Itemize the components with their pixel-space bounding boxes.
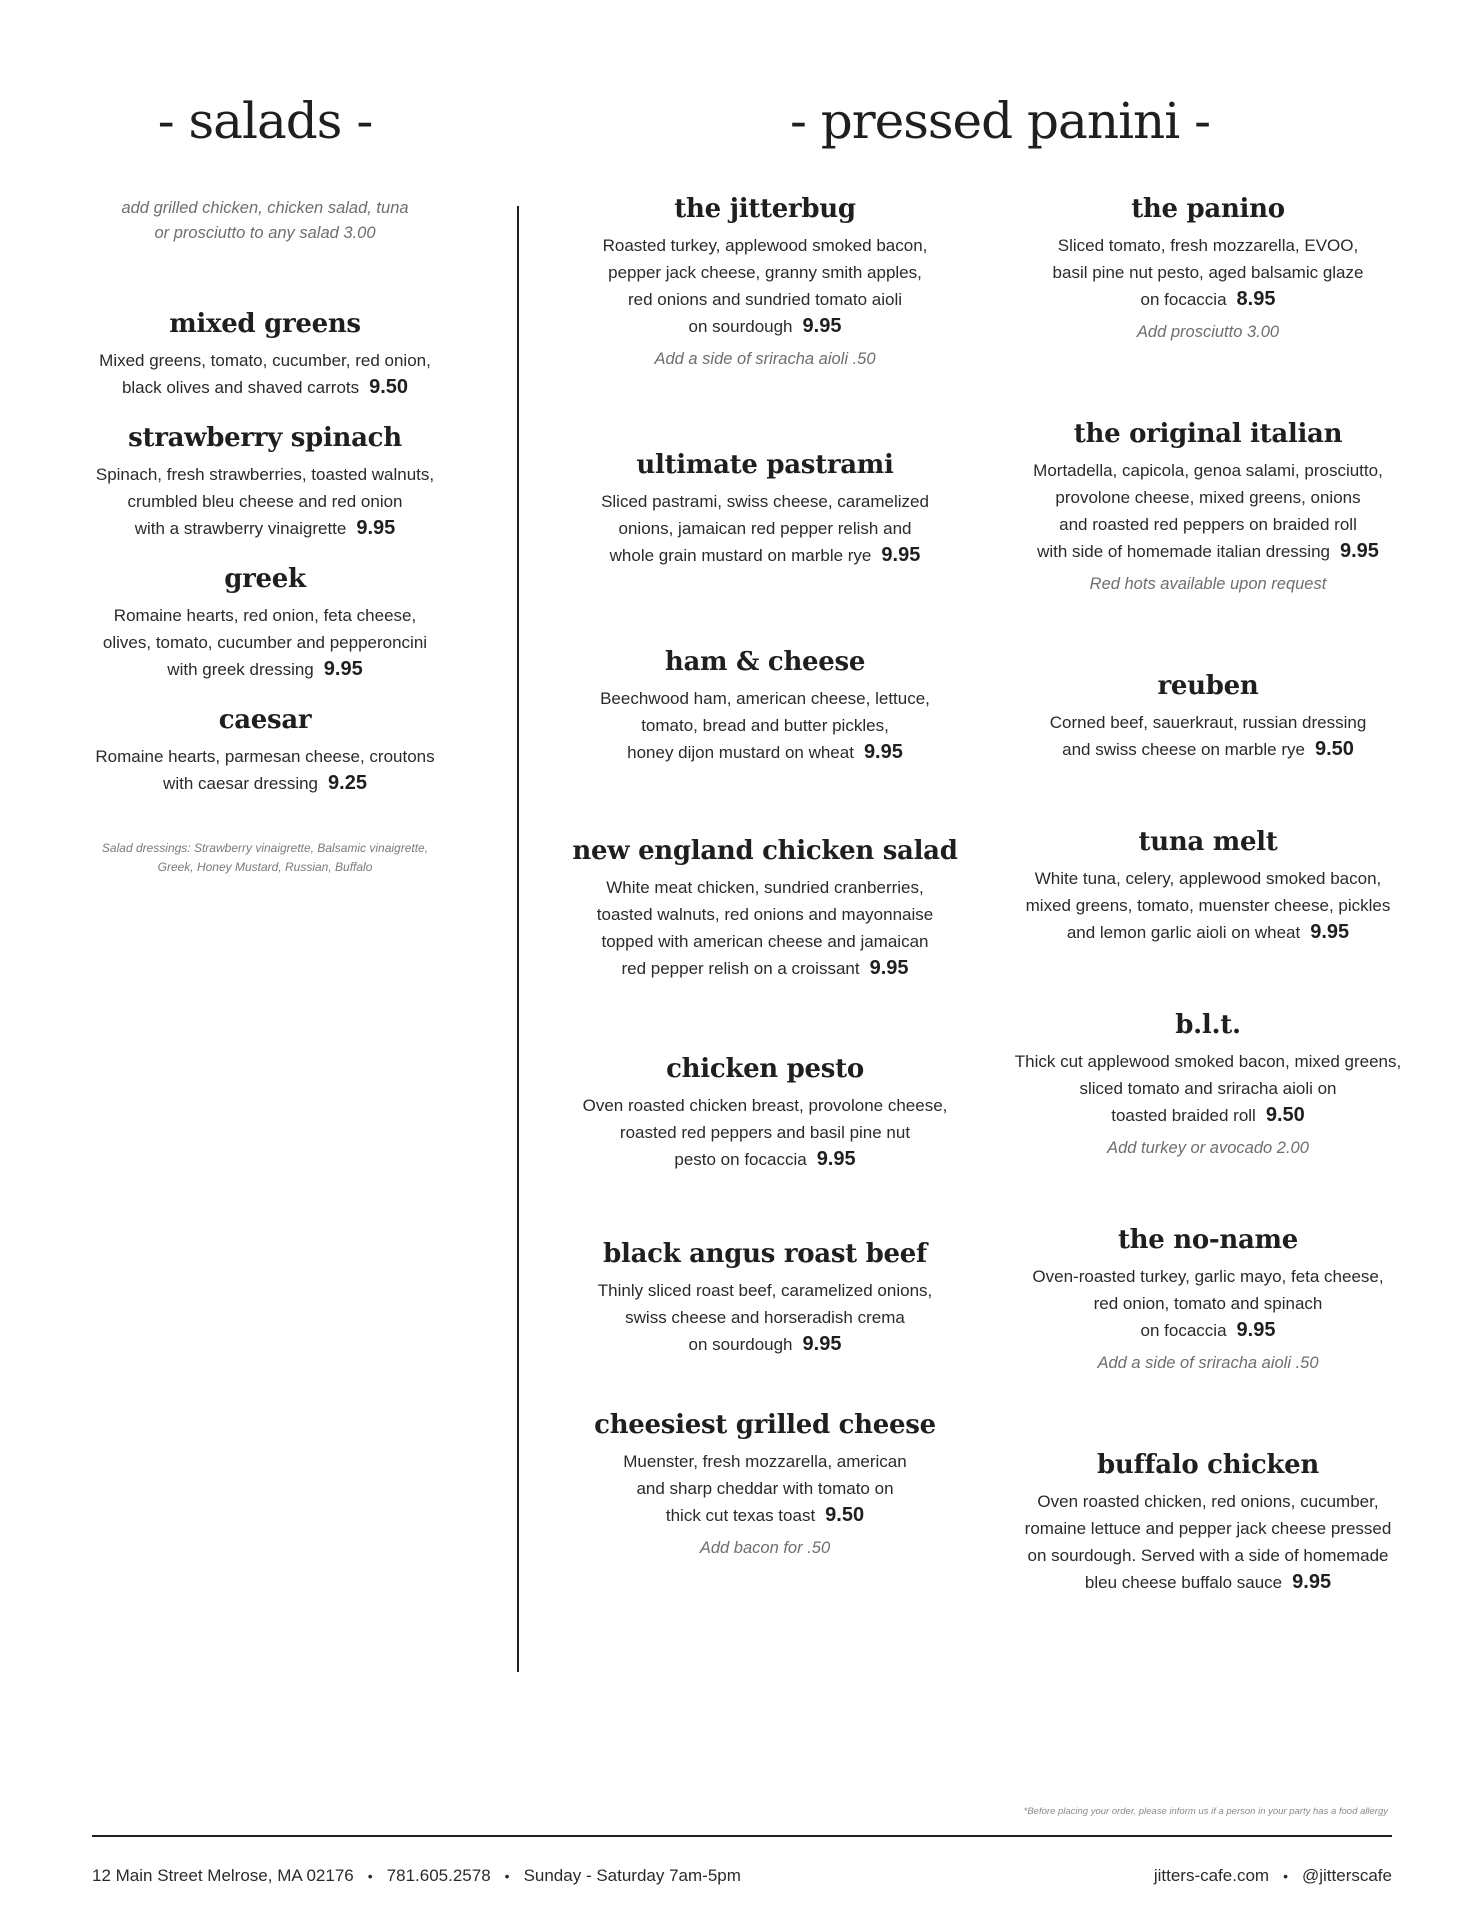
description-text: Oven roasted chicken, red onions, cucumber, xyxy=(1037,1492,1379,1511)
description-line xyxy=(80,461,450,488)
menu-item-price: 9.95 xyxy=(881,544,921,566)
description-line xyxy=(565,1092,965,1119)
separator-dot: • xyxy=(1283,1868,1288,1884)
panini-heading: - pressed panini - xyxy=(789,92,1211,150)
description-line xyxy=(1008,1048,1408,1075)
description-line xyxy=(80,347,450,374)
description-text: toasted braided roll xyxy=(1111,1106,1256,1125)
menu-item-price: 9.50 xyxy=(369,376,409,398)
footer-web xyxy=(1154,1866,1392,1886)
menu-item-name: buffalo chicken xyxy=(1097,1450,1319,1480)
address: 12 Main Street Melrose, MA 02176 xyxy=(92,1866,354,1885)
description-text: and roasted red peppers on braided roll xyxy=(1059,515,1357,534)
description-text: onions, jamaican red pepper relish and xyxy=(618,519,912,538)
salads-column xyxy=(80,196,450,877)
description-line xyxy=(565,1448,965,1475)
description-text: Oven-roasted turkey, garlic mayo, feta cheese, xyxy=(1032,1267,1384,1286)
description-text: on focaccia xyxy=(1140,1321,1227,1340)
description-text: red pepper relish on a croissant xyxy=(621,959,860,978)
menu-item xyxy=(1008,194,1408,345)
menu-item-name: the no-name xyxy=(1117,1225,1299,1255)
menu-item-name: mixed greens xyxy=(169,309,361,339)
menu-item xyxy=(80,564,450,683)
salad-items xyxy=(80,309,450,797)
menu-item-description xyxy=(565,1448,965,1529)
description-text: sliced tomato and sriracha aioli on xyxy=(1079,1079,1337,1098)
menu-item xyxy=(565,194,965,372)
menu-item-addon: Add bacon for .50 xyxy=(699,1539,831,1557)
panini-left-column xyxy=(565,194,965,1561)
menu-item xyxy=(565,450,965,569)
menu-item-description xyxy=(1008,1488,1408,1596)
description-text: White meat chicken, sundried cranberries, xyxy=(606,878,924,897)
description-line xyxy=(565,313,965,340)
menu-item-price: 9.50 xyxy=(1314,738,1354,760)
menu-item-description xyxy=(80,602,450,683)
description-line xyxy=(80,770,450,797)
menu-item xyxy=(1008,419,1408,597)
description-text: Mixed greens, tomato, cucumber, red onion, xyxy=(99,351,431,370)
description-line xyxy=(1008,919,1408,946)
menu-item xyxy=(565,836,965,982)
menu-item-description xyxy=(1008,232,1408,313)
website-link[interactable]: jitters-cafe.com xyxy=(1153,1866,1270,1885)
menu-item-description xyxy=(565,685,965,766)
description-line xyxy=(1008,865,1408,892)
description-line xyxy=(80,488,450,515)
description-text: Sliced tomato, fresh mozzarella, EVOO, xyxy=(1057,236,1359,255)
description-text: toasted walnuts, red onions and mayonnaise xyxy=(596,905,934,924)
description-text: with greek dressing xyxy=(167,660,314,679)
description-text: Sliced pastrami, swiss cheese, caramelized xyxy=(601,492,929,511)
salad-dressings-line: Salad dressings: Strawberry vinaigrette, Balsamic vinaigrette, xyxy=(101,841,429,855)
menu-item-name: chicken pesto xyxy=(666,1054,864,1084)
description-text: Romaine hearts, parmesan cheese, croutons xyxy=(95,747,435,766)
menu-item xyxy=(565,1054,965,1173)
description-text: provolone cheese, mixed greens, onions xyxy=(1055,488,1361,507)
description-text: and sharp cheddar with tomato on xyxy=(636,1479,894,1498)
footer-contact xyxy=(92,1866,741,1886)
description-line xyxy=(565,488,965,515)
description-line xyxy=(565,955,965,982)
menu-item-name: tuna melt xyxy=(1138,827,1278,857)
description-text: Spinach, fresh strawberries, toasted walnuts, xyxy=(95,465,435,484)
description-line xyxy=(565,901,965,928)
description-line xyxy=(565,1277,965,1304)
description-line xyxy=(1008,484,1408,511)
description-line xyxy=(1008,538,1408,565)
description-line xyxy=(565,286,965,313)
separator-dot: • xyxy=(504,1868,510,1884)
menu-item-name: the panino xyxy=(1131,194,1285,224)
menu-item-name: ultimate pastrami xyxy=(636,450,894,480)
menu-item-addon: Red hots available upon request xyxy=(1089,575,1327,593)
description-text: White tuna, celery, applewood smoked bacon, xyxy=(1034,869,1382,888)
menu-item-price: 9.95 xyxy=(323,658,363,680)
menu-item-description xyxy=(80,347,450,401)
description-line xyxy=(565,874,965,901)
menu-item xyxy=(1008,1225,1408,1376)
description-line xyxy=(565,685,965,712)
description-line xyxy=(1008,232,1408,259)
salad-addon-note-line: or prosciutto to any salad 3.00 xyxy=(154,224,376,242)
description-text: Corned beef, sauerkraut, russian dressing xyxy=(1049,713,1367,732)
menu-item xyxy=(565,647,965,766)
description-text: and swiss cheese on marble rye xyxy=(1062,740,1305,759)
menu-item xyxy=(80,423,450,542)
menu-item-price: 9.95 xyxy=(802,315,842,337)
description-text: olives, tomato, cucumber and pepperoncini xyxy=(102,633,428,652)
description-line xyxy=(565,1475,965,1502)
description-line xyxy=(1008,1263,1408,1290)
menu-item xyxy=(1008,1450,1408,1596)
description-text: Roasted turkey, applewood smoked bacon, xyxy=(602,236,928,255)
footer-divider xyxy=(92,1835,1392,1837)
salad-addon-note xyxy=(80,196,450,246)
menu-item xyxy=(1008,671,1408,763)
menu-item-name: caesar xyxy=(218,705,312,735)
menu-item-price: 9.95 xyxy=(1340,540,1379,562)
salads-heading: - salads - xyxy=(157,92,373,150)
menu-item-description xyxy=(1008,865,1408,946)
description-text: crumbled bleu cheese and red onion xyxy=(127,492,403,511)
description-text: on sourdough. Served with a side of homemade xyxy=(1027,1546,1389,1565)
menu-item-price: 9.95 xyxy=(802,1333,842,1355)
description-line xyxy=(1008,511,1408,538)
menu-item-description xyxy=(565,1277,965,1358)
menu-item-name: new england chicken salad xyxy=(572,836,958,866)
description-text: Romaine hearts, red onion, feta cheese, xyxy=(113,606,417,625)
menu-item-name: strawberry spinach xyxy=(128,423,402,453)
description-line xyxy=(1008,457,1408,484)
description-text: on focaccia xyxy=(1140,290,1227,309)
description-text: romaine lettuce and pepper jack cheese pressed xyxy=(1024,1519,1392,1538)
description-text: red onions and sundried tomato aioli xyxy=(627,290,903,309)
menu-item-name: greek xyxy=(224,564,306,594)
description-text: black olives and shaved carrots xyxy=(121,378,360,397)
description-line xyxy=(565,739,965,766)
description-text: swiss cheese and horseradish crema xyxy=(625,1308,905,1327)
description-text: pesto on focaccia xyxy=(674,1150,807,1169)
description-text: basil pine nut pesto, aged balsamic glaze xyxy=(1052,263,1364,282)
opening-hours: Sunday - Saturday 7am-5pm xyxy=(523,1866,741,1885)
menu-item-addon: Add a side of sriracha aioli .50 xyxy=(1097,1354,1319,1372)
menu-item xyxy=(80,705,450,797)
menu-item-price: 9.95 xyxy=(1310,921,1350,943)
menu-item-name: ham & cheese xyxy=(664,647,866,677)
menu-item-addon: Add a side of sriracha aioli .50 xyxy=(654,350,876,368)
menu-item xyxy=(1008,827,1408,946)
menu-item-addon: Add turkey or avocado 2.00 xyxy=(1107,1139,1309,1157)
description-line xyxy=(80,602,450,629)
description-line xyxy=(1008,286,1408,313)
separator-dot: • xyxy=(367,1868,373,1884)
menu-item-description xyxy=(80,461,450,542)
description-text: Muenster, fresh mozzarella, american xyxy=(623,1452,907,1471)
description-text: Oven roasted chicken breast, provolone cheese, xyxy=(582,1096,948,1115)
description-text: with caesar dressing xyxy=(163,774,319,793)
salad-dressings-note xyxy=(80,839,450,877)
description-text: with side of homemade italian dressing xyxy=(1037,542,1330,561)
description-text: Thinly sliced roast beef, caramelized onions, xyxy=(597,1281,933,1300)
description-line xyxy=(1008,736,1408,763)
menu-item-price: 9.25 xyxy=(328,772,367,794)
description-text: roasted red peppers and basil pine nut xyxy=(619,1123,911,1142)
allergy-note: *Before placing your order, please inform us if a person in your party has a food allergy xyxy=(1023,1806,1388,1817)
menu-item-price: 9.95 xyxy=(1236,1319,1276,1341)
description-line xyxy=(565,259,965,286)
description-text: Mortadella, capicola, genoa salami, prosciutto, xyxy=(1033,461,1383,480)
menu-item-price: 9.95 xyxy=(863,741,903,763)
description-line xyxy=(565,1304,965,1331)
menu-item-price: 9.50 xyxy=(1265,1104,1305,1126)
description-line xyxy=(1008,1102,1408,1129)
description-line xyxy=(1008,1488,1408,1515)
description-line xyxy=(1008,259,1408,286)
description-line xyxy=(1008,1075,1408,1102)
menu-item-addon: Add prosciutto 3.00 xyxy=(1136,323,1280,341)
footer xyxy=(92,1866,1392,1886)
description-text: mixed greens, tomato, muenster cheese, pickles xyxy=(1025,896,1391,915)
menu-item-price: 9.50 xyxy=(825,1504,865,1526)
description-line xyxy=(565,542,965,569)
description-line xyxy=(1008,1542,1408,1569)
menu-item-name: b.l.t. xyxy=(1175,1010,1241,1040)
description-line xyxy=(565,515,965,542)
description-text: honey dijon mustard on wheat xyxy=(627,743,854,762)
description-text: pepper jack cheese, granny smith apples, xyxy=(608,263,922,282)
description-text: thick cut texas toast xyxy=(665,1506,816,1525)
menu-item-description xyxy=(1008,457,1408,565)
description-text: on sourdough xyxy=(688,1335,793,1354)
salad-dressings-line: Greek, Honey Mustard, Russian, Buffalo xyxy=(157,860,373,874)
menu-item-description xyxy=(565,488,965,569)
menu-item-description xyxy=(565,874,965,982)
menu-item-name: reuben xyxy=(1157,671,1259,701)
description-line xyxy=(80,629,450,656)
column-divider xyxy=(517,206,519,1672)
description-line xyxy=(1008,892,1408,919)
menu-item-name: cheesiest grilled cheese xyxy=(594,1410,936,1440)
description-line xyxy=(565,712,965,739)
menu-item-description xyxy=(1008,1263,1408,1344)
description-line xyxy=(80,656,450,683)
menu-item-description xyxy=(1008,1048,1408,1129)
menu-item-price: 9.95 xyxy=(1292,1571,1332,1593)
description-text: whole grain mustard on marble rye xyxy=(609,546,872,565)
description-line xyxy=(565,928,965,955)
menu-item-price: 9.95 xyxy=(356,517,396,539)
menu-item xyxy=(80,309,450,401)
menu-item-name: black angus roast beef xyxy=(603,1239,927,1269)
description-line xyxy=(1008,1569,1408,1596)
menu-item-price: 9.95 xyxy=(816,1148,856,1170)
description-line xyxy=(565,1331,965,1358)
menu-item xyxy=(565,1239,965,1358)
description-line xyxy=(565,1502,965,1529)
description-text: red onion, tomato and spinach xyxy=(1093,1294,1323,1313)
description-text: and lemon garlic aioli on wheat xyxy=(1066,923,1301,942)
panini-right-column xyxy=(1008,194,1408,1596)
description-text: on sourdough xyxy=(688,317,793,336)
description-line xyxy=(1008,709,1408,736)
description-line xyxy=(565,1119,965,1146)
menu-item-name: the original italian xyxy=(1073,419,1343,449)
description-line xyxy=(1008,1317,1408,1344)
description-line xyxy=(1008,1290,1408,1317)
menu-item-description xyxy=(565,232,965,340)
phone-number: 781.605.2578 xyxy=(386,1866,491,1885)
description-text: tomato, bread and butter pickles, xyxy=(641,716,889,735)
description-line xyxy=(80,515,450,542)
menu-item-description xyxy=(80,743,450,797)
social-handle[interactable]: @jitterscafe xyxy=(1301,1866,1392,1885)
description-text: bleu cheese buffalo sauce xyxy=(1084,1573,1283,1592)
description-line xyxy=(80,743,450,770)
salad-addon-note-line: add grilled chicken, chicken salad, tuna xyxy=(121,199,409,217)
description-line xyxy=(1008,1515,1408,1542)
menu-item-description xyxy=(565,1092,965,1173)
menu-item-price: 9.95 xyxy=(869,957,909,979)
description-text: topped with american cheese and jamaican xyxy=(601,932,929,951)
menu-item-description xyxy=(1008,709,1408,763)
description-line xyxy=(565,232,965,259)
menu-item-name: the jitterbug xyxy=(674,194,856,224)
description-text: Thick cut applewood smoked bacon, mixed greens, xyxy=(1014,1052,1402,1071)
description-line xyxy=(80,374,450,401)
description-text: with a strawberry vinaigrette xyxy=(134,519,347,538)
menu-item xyxy=(565,1410,965,1561)
menu-item xyxy=(1008,1010,1408,1161)
menu-item-price: 8.95 xyxy=(1236,288,1276,310)
description-line xyxy=(565,1146,965,1173)
description-text: Beechwood ham, american cheese, lettuce, xyxy=(600,689,930,708)
